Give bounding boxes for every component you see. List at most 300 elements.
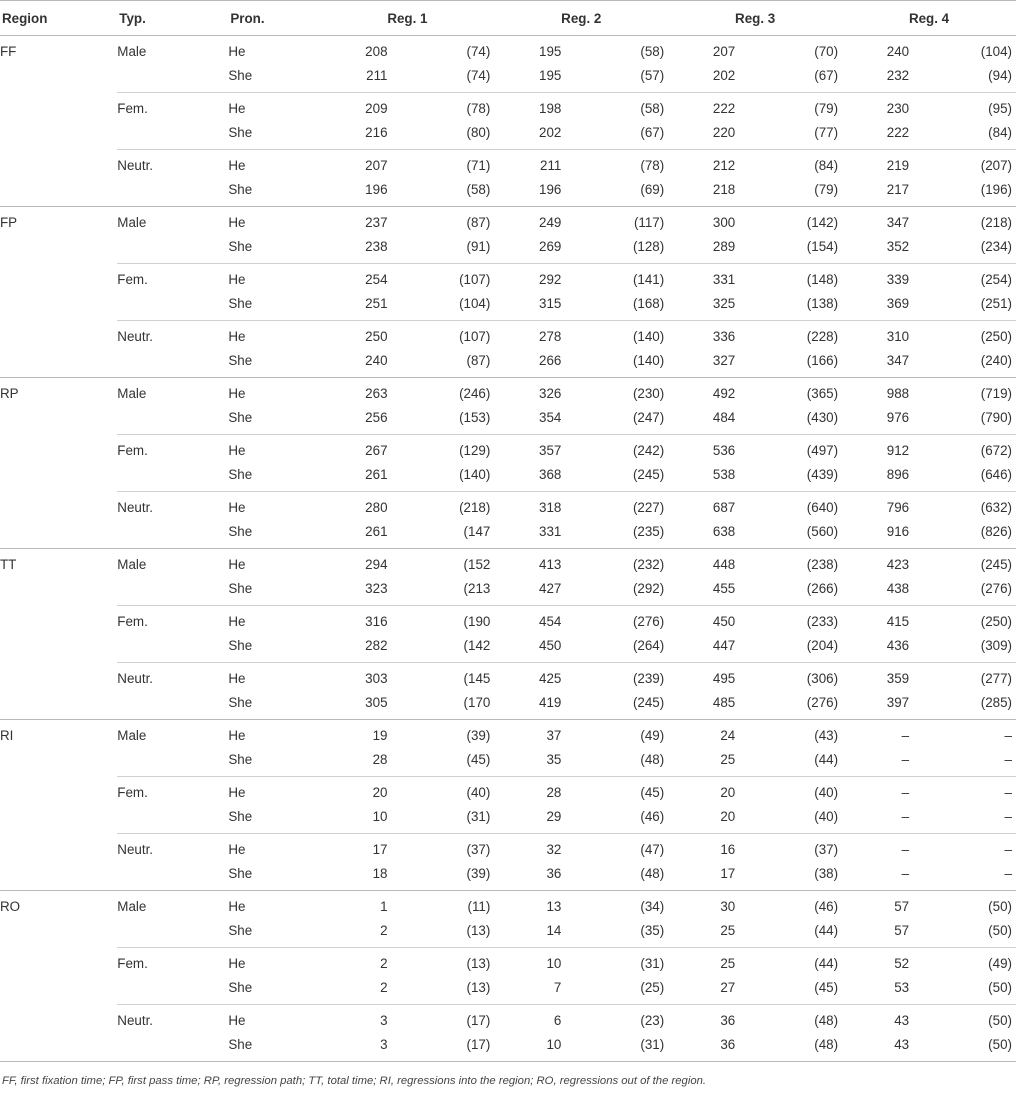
- table-row: [0, 976, 1016, 1005]
- sd-cell: (439): [806, 467, 839, 482]
- header-reg-3: Reg. 3: [668, 1, 842, 36]
- pronoun-cell: She: [228, 695, 253, 710]
- table-row: [0, 720, 1016, 749]
- table-row: [0, 1033, 1016, 1062]
- table-row: [0, 748, 1016, 777]
- sd-cell: (245): [632, 695, 665, 710]
- region-cell: [0, 805, 117, 834]
- region-cell: [0, 435, 117, 464]
- sd-cell: (50): [909, 1033, 1016, 1062]
- sd-cell: (39): [388, 720, 495, 749]
- mean-cell: 10: [494, 1033, 561, 1062]
- table-row: [0, 862, 1016, 891]
- sd-cell: (246): [388, 378, 495, 407]
- mean-cell: 207: [712, 44, 736, 59]
- sd-cell: (365): [735, 378, 842, 407]
- mean-cell: 485: [712, 695, 736, 710]
- sd-cell: (251): [980, 296, 1012, 311]
- mean-cell: 315: [539, 296, 562, 311]
- table-row: [0, 435, 1016, 464]
- typicality-cell: [117, 748, 228, 777]
- mean-cell: 208: [365, 44, 388, 59]
- mean-cell: 331: [539, 524, 562, 539]
- typicality-cell: [117, 406, 228, 435]
- mean-cell: 413: [494, 549, 561, 578]
- sd-cell: (107): [388, 264, 495, 293]
- sd-cell: –: [1004, 809, 1012, 824]
- mean-cell: 30: [668, 891, 735, 920]
- sd-cell: (276): [806, 695, 839, 710]
- region-cell: [0, 463, 117, 492]
- table-row: [0, 207, 1016, 236]
- sd-cell: (80): [466, 125, 491, 140]
- mean-cell: 218: [712, 182, 736, 197]
- sd-cell: (78): [388, 93, 495, 122]
- table-row: [0, 663, 1016, 692]
- sd-cell: (239): [561, 663, 668, 692]
- sd-cell: (190: [388, 606, 495, 635]
- pronoun-cell: He: [228, 435, 320, 464]
- table-row: [0, 349, 1016, 378]
- region-cell: [0, 948, 117, 977]
- sd-cell: (13): [466, 980, 491, 995]
- typicality-cell: Male: [117, 549, 228, 578]
- region-cell: [0, 976, 117, 1005]
- mean-cell: 300: [668, 207, 735, 236]
- table-row: [0, 235, 1016, 264]
- mean-cell: 198: [494, 93, 561, 122]
- sd-cell: (79): [735, 93, 842, 122]
- mean-cell: –: [901, 752, 910, 767]
- table-row: [0, 36, 1016, 65]
- pronoun-cell: She: [228, 866, 253, 881]
- sd-cell: (227): [561, 492, 668, 521]
- sd-cell: (235): [632, 524, 665, 539]
- table-row: [0, 891, 1016, 920]
- mean-cell: 278: [494, 321, 561, 350]
- sd-cell: –: [909, 834, 1016, 863]
- mean-cell: 454: [494, 606, 561, 635]
- mean-cell: 10: [494, 948, 561, 977]
- region-cell: [0, 121, 117, 150]
- mean-cell: 397: [886, 695, 910, 710]
- pronoun-cell: She: [228, 1033, 320, 1062]
- mean-cell: 16: [668, 834, 735, 863]
- mean-cell: 492: [668, 378, 735, 407]
- mean-cell: 357: [494, 435, 561, 464]
- mean-cell: 425: [494, 663, 561, 692]
- mean-cell: 36: [546, 866, 562, 881]
- typicality-cell: [117, 862, 228, 891]
- mean-cell: 347: [842, 207, 909, 236]
- mean-cell: 196: [365, 182, 388, 197]
- pronoun-cell: He: [228, 663, 320, 692]
- region-cell: RP: [0, 378, 117, 407]
- mean-cell: 7: [553, 980, 562, 995]
- sd-cell: (170: [463, 695, 491, 710]
- region-cell: FP: [0, 207, 117, 236]
- table-row: [0, 606, 1016, 635]
- mean-cell: 220: [712, 125, 736, 140]
- region-cell: [0, 235, 117, 264]
- typicality-cell: [117, 919, 228, 948]
- sd-cell: (234): [980, 239, 1012, 254]
- sd-cell: (23): [561, 1005, 668, 1034]
- mean-cell: 323: [365, 581, 388, 596]
- sd-cell: (50): [988, 980, 1012, 995]
- mean-cell: 448: [668, 549, 735, 578]
- pronoun-cell: He: [228, 378, 320, 407]
- pronoun-cell: She: [228, 980, 253, 995]
- sd-cell: (46): [640, 809, 665, 824]
- pronoun-cell: He: [228, 264, 320, 293]
- sd-cell: (154): [806, 239, 839, 254]
- typicality-cell: Neutr.: [117, 663, 228, 692]
- mean-cell: 310: [842, 321, 909, 350]
- sd-cell: (48): [640, 752, 665, 767]
- sd-cell: (78): [561, 150, 668, 179]
- mean-cell: 24: [668, 720, 735, 749]
- sd-cell: (245): [909, 549, 1016, 578]
- mean-cell: 207: [320, 150, 387, 179]
- table-header: [0, 1, 1016, 36]
- mean-cell: 261: [365, 524, 388, 539]
- sd-cell: (204): [806, 638, 839, 653]
- header-typicality: Typ.: [117, 1, 228, 36]
- typicality-cell: Neutr.: [117, 492, 228, 521]
- header-reg-4: Reg. 4: [842, 1, 1016, 36]
- typicality-cell: Fem.: [117, 264, 228, 293]
- table-row: [0, 463, 1016, 492]
- region-cell: [0, 292, 117, 321]
- sd-cell: (233): [735, 606, 842, 635]
- region-cell: [0, 862, 117, 891]
- typicality-cell: Neutr.: [117, 834, 228, 863]
- table-row: [0, 64, 1016, 93]
- sd-cell: (218): [909, 207, 1016, 236]
- mean-cell: 29: [546, 809, 562, 824]
- typicality-cell: [117, 520, 228, 549]
- mean-cell: 250: [320, 321, 387, 350]
- typicality-cell: Fem.: [117, 777, 228, 806]
- mean-cell: 13: [494, 891, 561, 920]
- typicality-cell: Fem.: [117, 435, 228, 464]
- sd-cell: (228): [735, 321, 842, 350]
- table-row: [0, 178, 1016, 207]
- typicality-cell: Fem.: [117, 948, 228, 977]
- region-cell: RO: [0, 891, 117, 920]
- pronoun-cell: He: [228, 150, 320, 179]
- sd-cell: (44): [735, 948, 842, 977]
- sd-cell: (245): [632, 467, 665, 482]
- mean-cell: 19: [320, 720, 387, 749]
- region-cell: [0, 1005, 117, 1034]
- mean-cell: 57: [842, 891, 909, 920]
- sd-cell: (153): [459, 410, 491, 425]
- sd-cell: (107): [388, 321, 495, 350]
- mean-cell: –: [842, 777, 909, 806]
- sd-cell: (129): [388, 435, 495, 464]
- region-cell: [0, 919, 117, 948]
- mean-cell: 216: [365, 125, 388, 140]
- mean-cell: 195: [539, 44, 562, 59]
- sd-cell: (128): [632, 239, 665, 254]
- mean-cell: 495: [668, 663, 735, 692]
- mean-cell: 14: [546, 923, 562, 938]
- pronoun-cell: He: [228, 606, 320, 635]
- typicality-cell: [117, 178, 228, 207]
- sd-cell: –: [909, 777, 1016, 806]
- pronoun-cell: He: [228, 1005, 320, 1034]
- sd-cell: (58): [640, 44, 665, 59]
- sd-cell: (40): [814, 809, 839, 824]
- typicality-cell: [117, 292, 228, 321]
- header-reg-2: Reg. 2: [494, 1, 668, 36]
- sd-cell: (640): [735, 492, 842, 521]
- sd-cell: (45): [814, 980, 839, 995]
- pronoun-cell: She: [228, 581, 253, 596]
- sd-cell: (69): [640, 182, 665, 197]
- typicality-cell: [117, 349, 228, 378]
- table-footnote: FF, first fixation time; FP, first pass time; RP, regression path; TT, total time; RI, regressions into the region; RO, regressions out of the region.: [2, 1075, 707, 1087]
- sd-cell: (250): [909, 606, 1016, 635]
- sd-cell: (672): [909, 435, 1016, 464]
- region-cell: [0, 691, 117, 720]
- region-cell: [0, 606, 117, 635]
- mean-cell: 254: [320, 264, 387, 293]
- sd-cell: (140): [632, 353, 665, 368]
- mean-cell: 43: [842, 1033, 909, 1062]
- sd-cell: (57): [640, 68, 665, 83]
- typicality-cell: [117, 691, 228, 720]
- mean-cell: 303: [320, 663, 387, 692]
- mean-cell: 230: [842, 93, 909, 122]
- region-cell: [0, 349, 117, 378]
- mean-cell: 202: [712, 68, 736, 83]
- sd-cell: (254): [909, 264, 1016, 293]
- region-cell: [0, 150, 117, 179]
- header-pronoun: Pron.: [228, 1, 320, 36]
- mean-cell: 6: [494, 1005, 561, 1034]
- typicality-cell: [117, 976, 228, 1005]
- pronoun-cell: She: [228, 410, 253, 425]
- sd-cell: (91): [466, 239, 491, 254]
- sd-cell: (31): [561, 1033, 668, 1062]
- sd-cell: (276): [980, 581, 1012, 596]
- sd-cell: (94): [988, 68, 1012, 83]
- sd-cell: (142): [735, 207, 842, 236]
- sd-cell: (17): [388, 1005, 495, 1034]
- sd-cell: (50): [988, 923, 1012, 938]
- region-cell: [0, 520, 117, 549]
- sd-cell: (31): [466, 809, 491, 824]
- pronoun-cell: She: [228, 524, 253, 539]
- region-cell: [0, 264, 117, 293]
- sd-cell: (50): [909, 1005, 1016, 1034]
- mean-cell: 256: [365, 410, 388, 425]
- region-cell: [0, 777, 117, 806]
- mean-cell: 2: [380, 980, 388, 995]
- mean-cell: 251: [365, 296, 388, 311]
- mean-cell: 32: [494, 834, 561, 863]
- sd-cell: (826): [980, 524, 1012, 539]
- mean-cell: 36: [668, 1005, 735, 1034]
- sd-cell: (11): [388, 891, 495, 920]
- region-cell: [0, 1033, 117, 1062]
- mean-cell: 43: [842, 1005, 909, 1034]
- sd-cell: (240): [980, 353, 1012, 368]
- pronoun-cell: She: [228, 752, 253, 767]
- sd-cell: (264): [632, 638, 665, 653]
- sd-cell: (142: [463, 638, 491, 653]
- mean-cell: 450: [539, 638, 562, 653]
- pronoun-cell: He: [228, 834, 320, 863]
- mean-cell: 20: [720, 809, 736, 824]
- sd-cell: (145: [388, 663, 495, 692]
- table-row: [0, 150, 1016, 179]
- region-cell: [0, 406, 117, 435]
- mean-cell: 53: [894, 980, 910, 995]
- region-cell: [0, 834, 117, 863]
- mean-cell: 536: [668, 435, 735, 464]
- mean-cell: 347: [886, 353, 910, 368]
- sd-cell: (43): [735, 720, 842, 749]
- typicality-cell: Male: [117, 891, 228, 920]
- mean-cell: 28: [372, 752, 388, 767]
- mean-cell: 450: [668, 606, 735, 635]
- mean-cell: 25: [720, 752, 736, 767]
- region-cell: TT: [0, 549, 117, 578]
- sd-cell: (430): [806, 410, 839, 425]
- pronoun-cell: He: [228, 492, 320, 521]
- mean-cell: 37: [494, 720, 561, 749]
- table-row: [0, 805, 1016, 834]
- sd-cell: (37): [388, 834, 495, 863]
- mean-cell: 976: [886, 410, 910, 425]
- sd-cell: (230): [561, 378, 668, 407]
- sd-cell: (560): [806, 524, 839, 539]
- mean-cell: 896: [886, 467, 910, 482]
- mean-cell: 988: [842, 378, 909, 407]
- mean-cell: 238: [365, 239, 388, 254]
- pronoun-cell: He: [228, 93, 320, 122]
- table-row: [0, 549, 1016, 578]
- sd-cell: (309): [980, 638, 1012, 653]
- sd-cell: (31): [561, 948, 668, 977]
- pronoun-cell: She: [228, 125, 253, 140]
- mean-cell: 222: [886, 125, 910, 140]
- mean-cell: 318: [494, 492, 561, 521]
- pronoun-cell: She: [228, 467, 253, 482]
- mean-cell: –: [842, 720, 909, 749]
- sd-cell: (292): [632, 581, 665, 596]
- table-row: [0, 292, 1016, 321]
- pronoun-cell: She: [228, 923, 253, 938]
- sd-cell: (117): [561, 207, 668, 236]
- mean-cell: 240: [886, 44, 910, 59]
- region-cell: [0, 663, 117, 692]
- header-row: [0, 1, 1016, 36]
- pronoun-cell: She: [228, 296, 253, 311]
- sd-cell: (719): [909, 378, 1016, 407]
- sd-cell: (148): [735, 264, 842, 293]
- mean-cell: 368: [539, 467, 562, 482]
- typicality-cell: [117, 64, 228, 93]
- sd-cell: (45): [561, 777, 668, 806]
- pronoun-cell: She: [228, 638, 253, 653]
- sd-cell: (84): [988, 125, 1012, 140]
- mean-cell: 36: [668, 1033, 735, 1062]
- mean-cell: 20: [320, 777, 387, 806]
- table-body: [0, 36, 1016, 1062]
- sd-cell: (266): [806, 581, 839, 596]
- region-cell: [0, 492, 117, 521]
- mean-cell: 211: [494, 150, 561, 179]
- table-row: [0, 520, 1016, 549]
- mean-cell: 447: [712, 638, 736, 653]
- mean-cell: 484: [712, 410, 736, 425]
- sd-cell: (35): [640, 923, 665, 938]
- table-row: [0, 834, 1016, 863]
- pronoun-cell: She: [228, 182, 253, 197]
- table-row: [0, 93, 1016, 122]
- sd-cell: (40): [735, 777, 842, 806]
- sd-cell: (70): [814, 44, 839, 59]
- typicality-cell: Fem.: [117, 606, 228, 635]
- mean-cell: 369: [886, 296, 910, 311]
- mean-cell: 326: [494, 378, 561, 407]
- sd-cell: (49): [909, 948, 1016, 977]
- mean-cell: 280: [320, 492, 387, 521]
- mean-cell: 336: [668, 321, 735, 350]
- sd-cell: (13): [466, 923, 491, 938]
- sd-cell: (17): [388, 1033, 495, 1062]
- sd-cell: –: [909, 720, 1016, 749]
- sd-cell: (58): [466, 182, 491, 197]
- pronoun-cell: He: [228, 207, 320, 236]
- sd-cell: (44): [814, 752, 839, 767]
- mean-cell: 10: [372, 809, 388, 824]
- mean-cell: 17: [320, 834, 387, 863]
- mean-cell: 263: [320, 378, 387, 407]
- mean-cell: 20: [668, 777, 735, 806]
- sd-cell: (48): [735, 1005, 842, 1034]
- sd-cell: (213: [463, 581, 491, 596]
- mean-cell: 316: [320, 606, 387, 635]
- mean-cell: 687: [668, 492, 735, 521]
- sd-cell: (40): [388, 777, 495, 806]
- sd-cell: (790): [980, 410, 1012, 425]
- typicality-cell: [117, 463, 228, 492]
- mean-cell: 3: [320, 1033, 387, 1062]
- mean-cell: 415: [842, 606, 909, 635]
- mean-cell: 289: [712, 239, 736, 254]
- mean-cell: 427: [539, 581, 562, 596]
- pronoun-cell: He: [228, 948, 320, 977]
- mean-cell: 266: [539, 353, 562, 368]
- sd-cell: (37): [735, 834, 842, 863]
- sd-cell: (207): [909, 150, 1016, 179]
- pronoun-cell: She: [228, 239, 253, 254]
- sd-cell: (58): [561, 93, 668, 122]
- sd-cell: (39): [466, 866, 491, 881]
- sd-cell: (25): [640, 980, 665, 995]
- sd-cell: (87): [466, 353, 491, 368]
- mean-cell: 222: [668, 93, 735, 122]
- mean-cell: 325: [712, 296, 736, 311]
- table-row: [0, 948, 1016, 977]
- sd-cell: (152: [388, 549, 495, 578]
